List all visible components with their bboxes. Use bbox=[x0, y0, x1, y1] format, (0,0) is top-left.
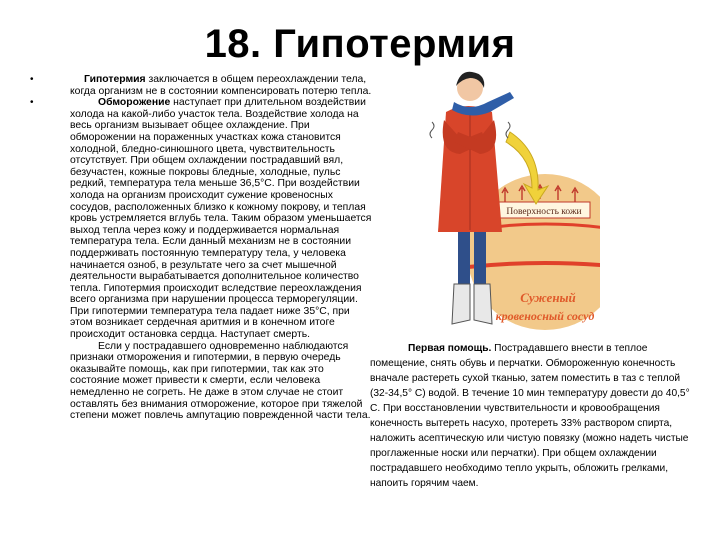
first-aid-text bbox=[370, 341, 700, 491]
skin-label: Поверхность кожи bbox=[506, 207, 582, 217]
vessel-label-2: кровеносный сосуд bbox=[495, 309, 595, 323]
first-aid-instructions: Пострадавшего внести в теплое помещение, снять обувь и перчатки. Обмороженную конечность вначале растереть сухой тканью, затем поместить в таз с теплой (32-34,5° С) водой. В течение 10 мин температуру довести до 40,5° С. При восстановлении чувствительности и кровообращения конечность вытереть насухо, протереть 33% раствором спирта, наложить асептическую или чистую повязку (можно надеть чистые проглаженные носки или перчатки). При общем охлаждении пострадавшего необходимо тепло укрыть, обложить грелками, напоить горячим чаем. bbox=[370, 343, 690, 489]
term-frostbite: Обморожение bbox=[98, 97, 171, 109]
bullet-marker: • bbox=[30, 97, 34, 109]
term-hypothermia: Гипотермия bbox=[84, 74, 146, 85]
bullet-frostbite bbox=[30, 97, 375, 422]
bullet-hypothermia bbox=[30, 74, 375, 97]
combined-advice: Если у пострадавшего одновременно наблюдаются признаки отморожения и гипотермии, в первую очередь оказывайте помощь, как при гипотермии, так как это состояние может привести к смерти, если человека немедленно не согреть. Не даже в этом случае не стоит оставлять без внимания отморожение, которое при тяжелой степени может повлечь ампутацию поврежденной части тела. bbox=[70, 340, 371, 422]
first-aid-heading: Первая помощь. bbox=[408, 343, 492, 354]
hypothermia-illustration bbox=[410, 62, 600, 342]
hypothermia-definition: заключается в общем переохлаждении тела, когда организм не в состоянии компенсировать потерю тепла. bbox=[70, 74, 372, 97]
left-text-column bbox=[30, 74, 375, 422]
vessel-label-1: Суженый bbox=[520, 290, 576, 305]
person-boot bbox=[474, 284, 492, 324]
frostbite-description: наступает при длительном воздействии холода на какой-либо участок тела. Воздействие холода на весь организм вызывает общее охлаждение. При обморожении на пораженных участках кожа становится холодной, бледно-синюшного цвета, чувствительность отсутствует. При общем охлаждении пострадавший вял, безучастен, кожные покровы бледные, холодные, пульс редкий, температура тела меньше 36,5°С. При воздействии холода на организм происходит сужение кровеносных сосудов, расположенных близко к кожному покрову, и теплая кровь устремляется вглубь тела. Таким образом уменьшается выход тепла через кожу и поддерживается нормальная температура тела. Если данный механизм не в состоянии поддерживать постоянную температуру тела, у человека начинается озноб, в результате чего за счет мышечной деятельности вырабатывается дополнительное количество тепла. Гипотермия происходит вследствие переохлаждения всего организма при нарушении процесса терморегуляции. При гипотермии температура тела падает ниже 35°С, при этом возникает сердечная аритмия и в конечном итоге происходит остановка сердца. Наступает смерть. bbox=[70, 97, 372, 341]
bullet-marker: • bbox=[30, 74, 34, 85]
person-boot bbox=[452, 284, 470, 324]
slide-title: 18. Гипотермия bbox=[204, 22, 516, 66]
